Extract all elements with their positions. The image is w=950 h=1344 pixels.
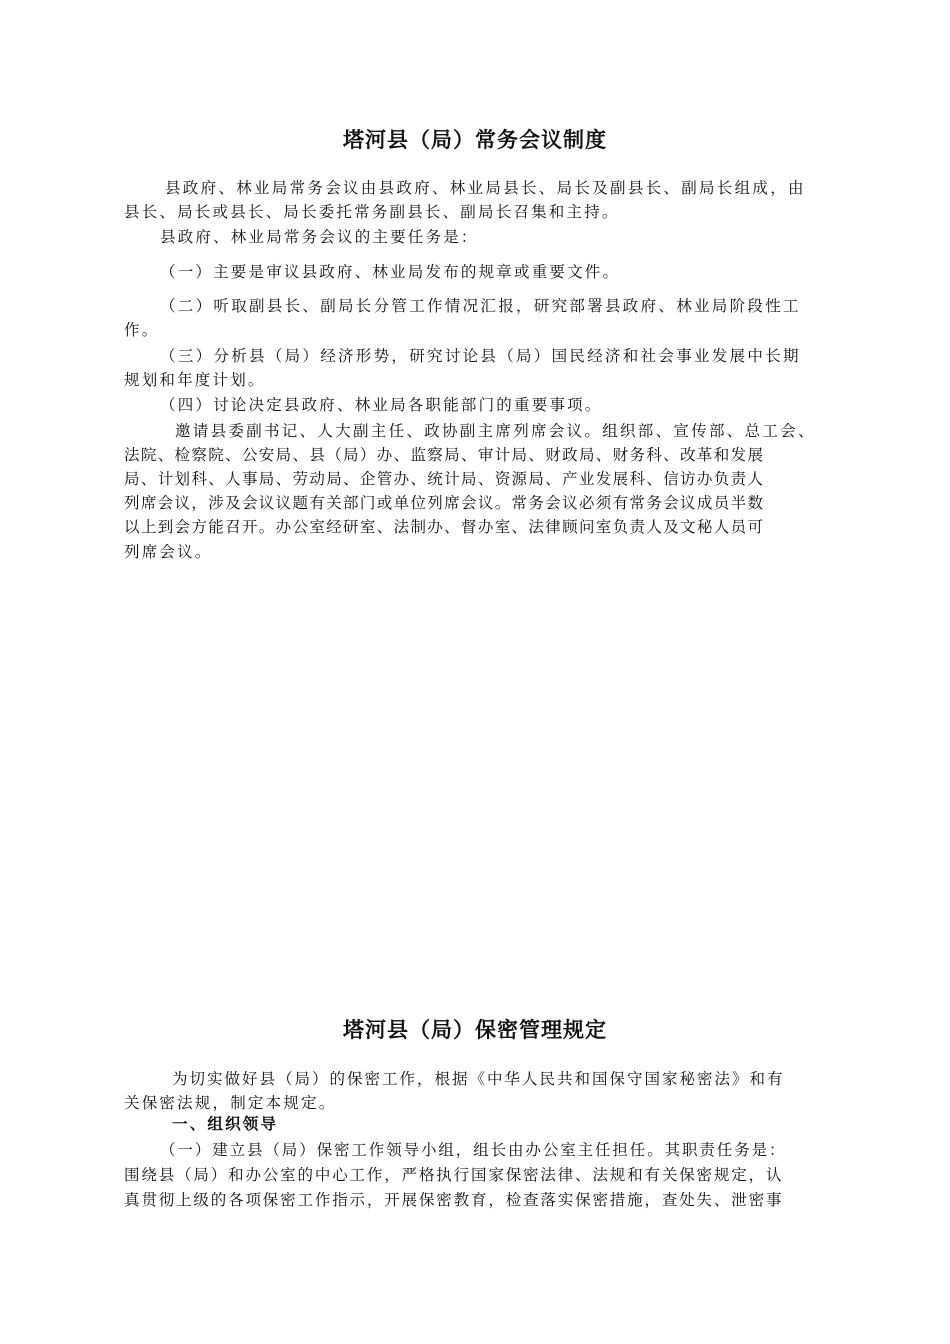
paragraph-line: 为切实做好县（局）的保密工作，根据《中华人民共和国保守国家秘密法》和有 [172,1070,785,1088]
list-item-2-cont: 作。 [124,321,160,339]
list-item-4: （四）讨论决定县政府、林业局各职能部门的重要事项。 [160,396,603,414]
paragraph-line: 列席会议，涉及会议议题有关部门或单位列席会议。常务会议必须有常务会议成员半数 [124,494,765,512]
list-item-3-cont: 规划和年度计划。 [124,371,266,389]
paragraph-line: 真贯彻上级的各项保密工作指示，开展保密教育，检查落实保密措施，查处失、泄密事 [124,1191,784,1209]
list-item-3: （三）分析县（局）经济形势，研究讨论县（局）国民经济和社会事业发展中长期 [160,347,801,365]
section-title-confidentiality-rules: 塔河县（局）保密管理规定 [343,1017,607,1042]
subsection-heading: 一、组织领导 [172,1114,279,1133]
paragraph-line: 县政府、林业局常务会议的主要任务是： [160,228,479,246]
paragraph-line: （一）建立县（局）保密工作领导小组，组长由办公室主任担任。其职责任务是： [160,1141,787,1159]
list-item-2: （二）听取副县长、副局长分管工作情况汇报，研究部署县政府、林业局阶段性工 [160,297,801,315]
paragraph-line: 局、计划科、人事局、劳动局、企管办、统计局、资源局、产业发展科、信访办负责人 [124,470,765,488]
paragraph-line: 围绕县（局）和办公室的中心工作，严格执行国家保密法律、法规和有关保密规定，认 [124,1166,784,1184]
paragraph-line: 县长、局长或县长、局长委托常务副县长、副局长召集和主持。 [124,203,620,221]
paragraph-line: 列席会议。 [124,543,213,561]
paragraph-line: 法院、检察院、公安局、县（局）办、监察局、审计局、财政局、财务科、改革和发展 [124,446,765,464]
paragraph-line: 邀请县委副书记、人大副主任、政协副主席列席会议。组织部、宣传部、总工会、 [175,422,816,440]
section-title-meeting-system: 塔河县（局）常务会议制度 [343,127,607,152]
paragraph-line: 关保密法规，制定本规定。 [124,1094,337,1112]
list-item-1: （一）主要是审议县政府、林业局发布的规章或重要文件。 [160,263,621,281]
paragraph-line: 以上到会方能召开。办公室经研室、法制办、督办室、法律顾问室负责人及文秘人员可 [124,518,765,536]
paragraph-line: 县政府、林业局常务会议由县政府、林业局县长、局长及副县长、副局长组成，由 [165,179,806,197]
